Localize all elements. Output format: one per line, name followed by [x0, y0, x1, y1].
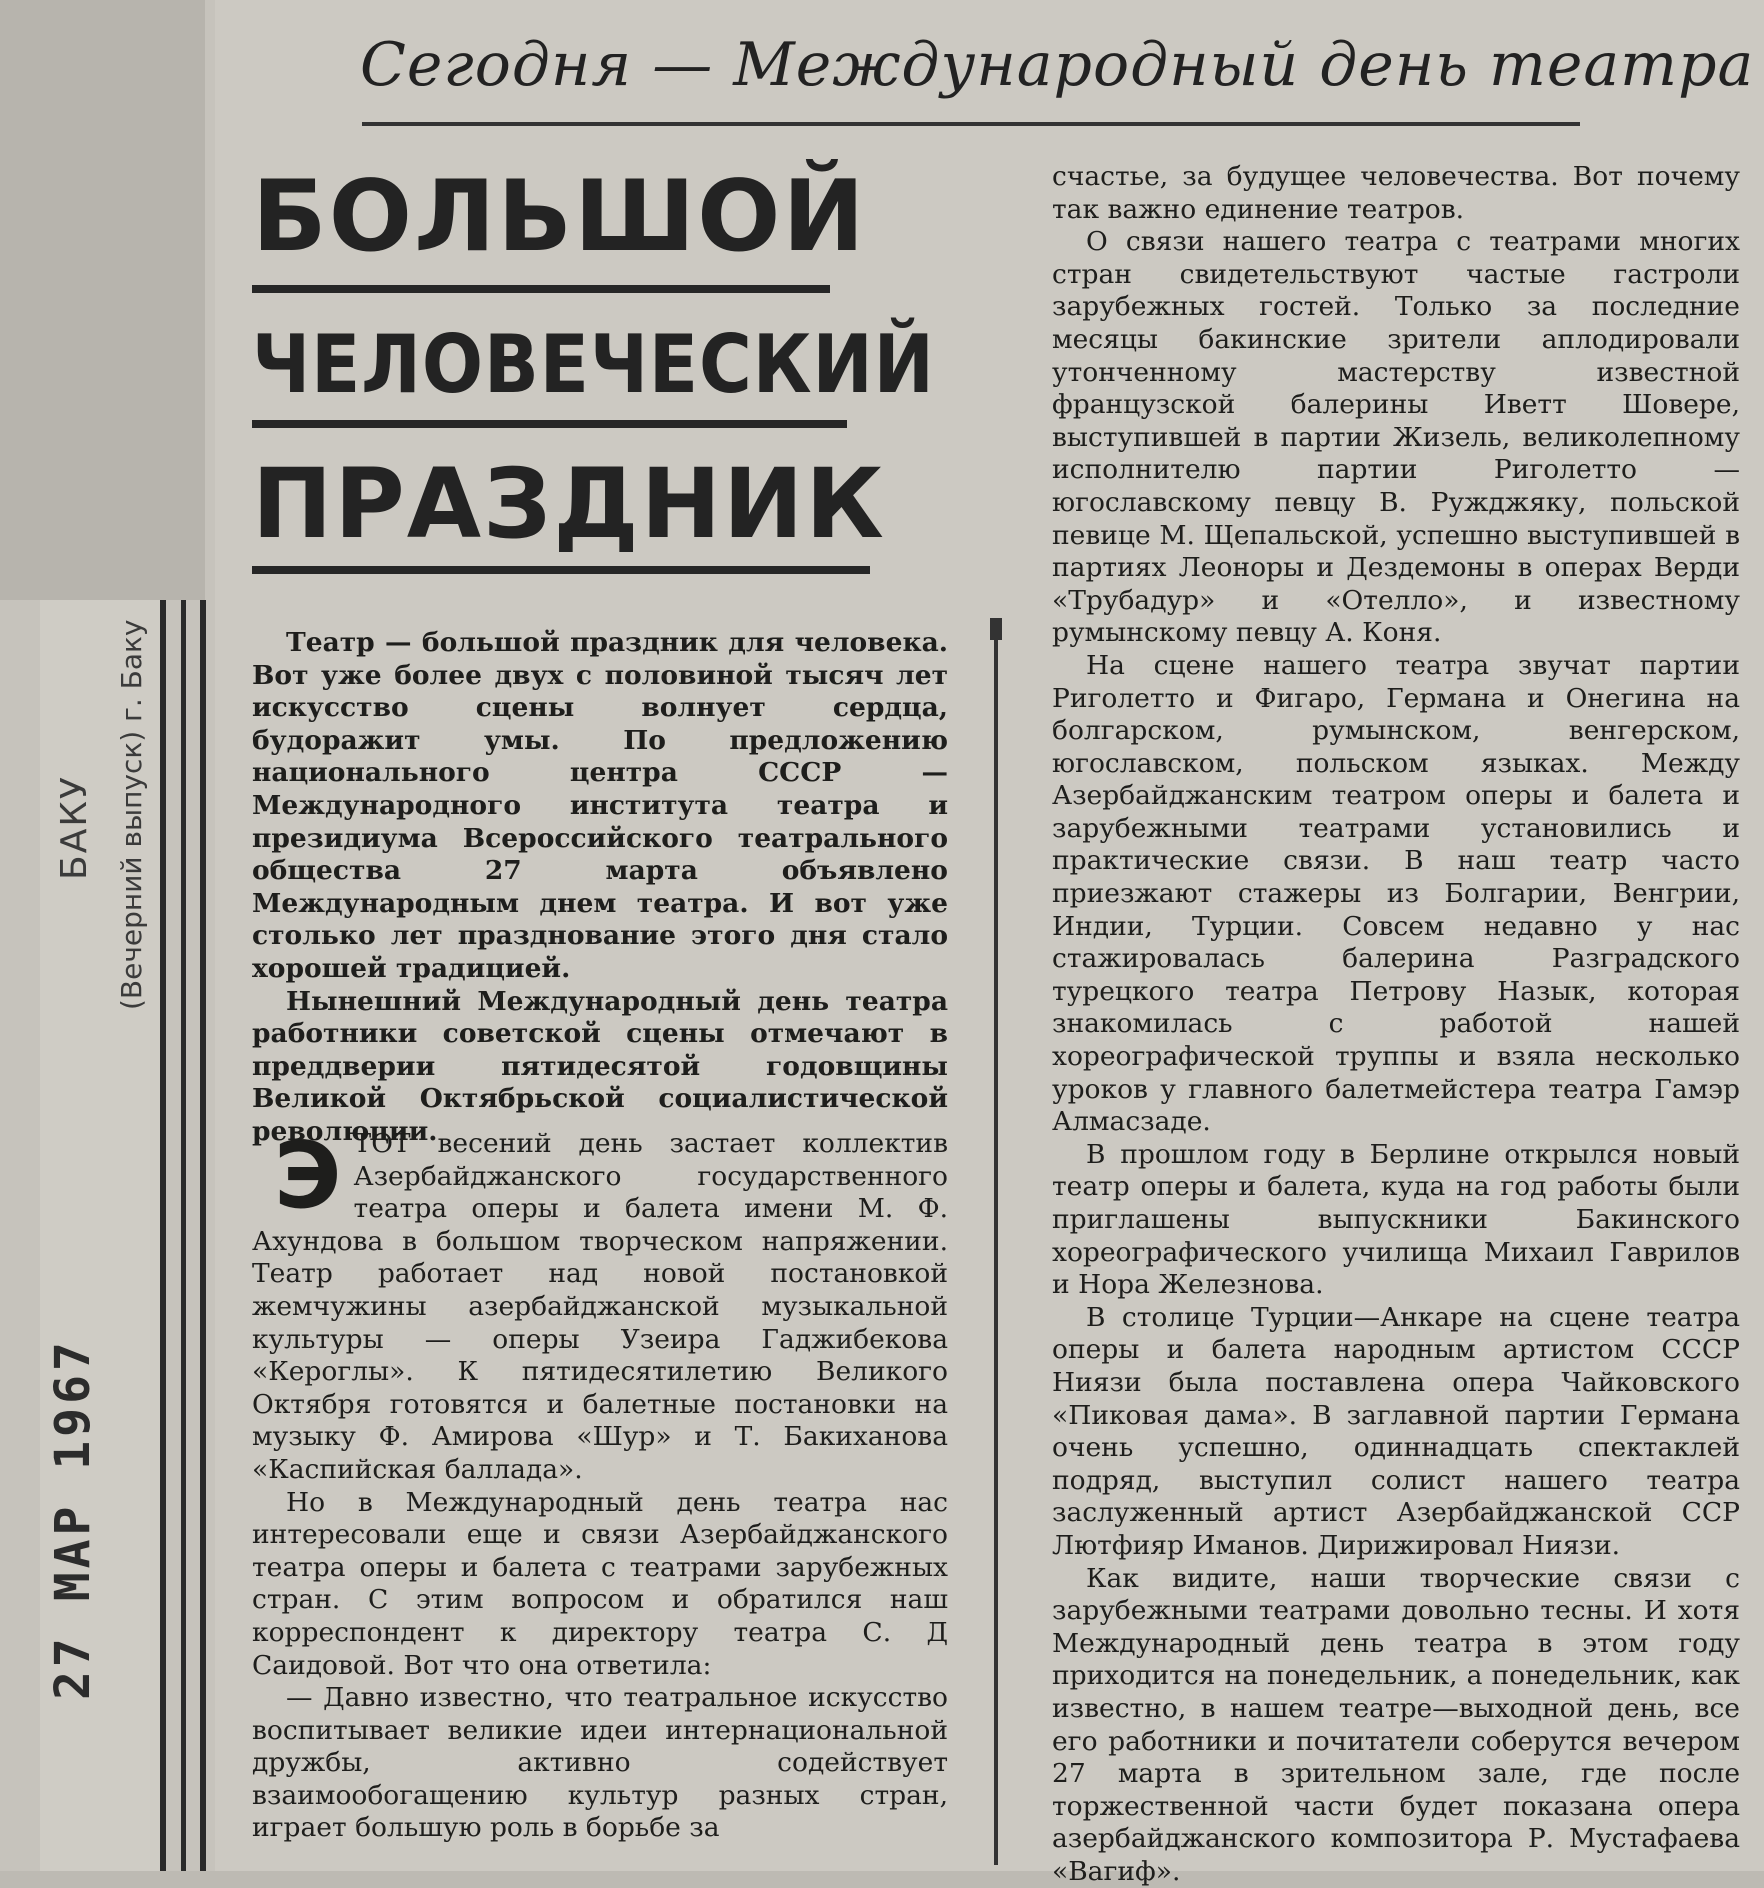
right-paragraph-5: В столице Турции—Анкаре на сцене театра оперы и балета народным артистом СССР Ниязи была поставлена опера Чайковского «Пиковая дама». В заглавной партии Германа очень успешно, одиннадцать спектаклей подряд, выступил солист нашего театра заслуженный артист Азербайджанской ССР Лютфияр Иманов. Дирижировал Ниязи. — [1052, 1301, 1740, 1561]
right-paragraph-3: На сцене нашего театра звучат партии Риголетто и Фигаро, Германа и Онегина на болгарском, румынском, венгерском, югославском, польском языках. Между Азербайджанским театром оперы и балета и зарубежными театрами установились и практические связи. В наш театр часто приезжают стажеры из Болгарии, Венгрии, Индии, Турции. Совсем недавно у нас стажировалась балерина Разградского турецкого театра Петрову Назык, которая знакомилась с работой нашей хореографической труппы и взяла несколько уроков у главного балетмейстера театра Гамэр Алмасзаде. — [1052, 649, 1740, 1138]
body-paragraph-1 — [252, 1122, 948, 1487]
lead-paragraph-1: Театр — большой праздник для человека. Вот уже более двух с половиной тысяч лет искусство сцены волнует сердца, будоражит умы. По предложению национального центра СССР — Международного института театра и президиума Всероссийского театрального общества 27 марта объявлено Международным днем театра. И вот уже столько лет празднование этого дня стало хорошей традицией. — [252, 627, 948, 984]
right-paragraph-2: О связи нашего театра с театрами многих стран свидетельствуют частые гастроли зарубежных гостей. Только за последние месяцы бакинские зрители аплодировали утонченному мастерству известной французской балерины Иветт Шовере, выступившей в партии Жизель, великолепному исполнителю партии Риголетто — югославскому певцу В. Ружджяку, польской певице М. Щепальской, успешно выступившей в партиях Леоноры и Дездемоны в операх Верди «Трубадур» и «Отелло», и известному румынскому певцу А. Коня. — [1052, 226, 1740, 649]
right-paragraph-4: В прошлом году в Берлине открылся новый театр оперы и балета, куда на год работы были приглашены выпускники Бакинского хореографического училища Михаил Гаврилов и Нора Железнова. — [1052, 1138, 1740, 1301]
body-right-column — [1052, 161, 1740, 1888]
lead-paragraphs — [252, 627, 948, 1149]
headline-rule-3 — [252, 566, 870, 574]
column-separator — [994, 630, 998, 1865]
body-paragraph-1-text: ТОТ весений день застает коллектив Азербайджанского государственного театра оперы и балета имени М. Ф. Ахундова в большом творческом напряжении. Театр работает над новой постановкой жемчужины азербайджанской музыкальной культуры — оперы Узеира Гаджибекова «Кероглы». К пятидесятилетию Великого Октября готовятся и балетные постановки на музыку Ф. Амирова «Шур» и Т. Бакиханова «Каспийская баллада». — [252, 1128, 948, 1485]
rubric-underline — [362, 122, 1580, 126]
lead-paragraph-2: Нынешний Международный день театра работники советской сцены отмечают в преддверии пятидесятой годовщины Великой Октябрьской социалистической революции. — [252, 985, 948, 1147]
body-left-column — [252, 1122, 948, 1845]
drop-cap: Э — [274, 1122, 342, 1229]
stamp-newspaper-name: (Вечерний выпуск) г. Баку — [115, 619, 148, 1010]
headline-line-2: ЧЕЛОВЕЧЕСКИЙ — [252, 318, 935, 411]
headline-line-3: ПРАЗДНИК — [252, 448, 886, 560]
headline-line-1: БОЛЬШОЙ — [252, 160, 867, 274]
stamp-city: БАКУ — [54, 775, 95, 880]
right-paragraph-1: счастье, за будущее человечества. Вот почему так важно единение театров. — [1052, 161, 1740, 225]
right-paragraph-6: Как видите, наши творческие связи с зарубежными театрами довольно тесны. И хотя Международный день театра в этом году приходится на понедельник, а понедельник, как известно, в нашем театре—выходной день, все его работники и почитатели соберутся вечером 27 марта в зрительном зале, где после торжественной части будет показана опера азербайджанского композитора Р. Мустафаева «Вагиф». — [1052, 1562, 1740, 1887]
headline-rule-1 — [252, 285, 830, 293]
vertical-border-rule — [160, 600, 206, 1871]
headline-rule-2 — [252, 420, 847, 428]
body-paragraph-3: — Давно известно, что театральное искусство воспитывает великие идеи интернациональной дружбы, активно содействует взаимообогащению культур разных стран, играет большую роль в борьбе за — [252, 1682, 948, 1844]
archive-stamp-source — [40, 620, 165, 1030]
stamp-date: 27 МАР 1967 — [45, 1338, 101, 1700]
rubric-title: Сегодня — Международный день театра — [360, 30, 1755, 100]
left-background — [0, 0, 205, 600]
body-paragraph-2: Но в Международный день театра нас интересовали еще и связи Азербайджанского театра оперы и балета с театрами зарубежных стран. С этим вопросом и обратился наш корреспондент к директору театра С. Д Саидовой. Вот что она ответила: — [252, 1486, 948, 1681]
